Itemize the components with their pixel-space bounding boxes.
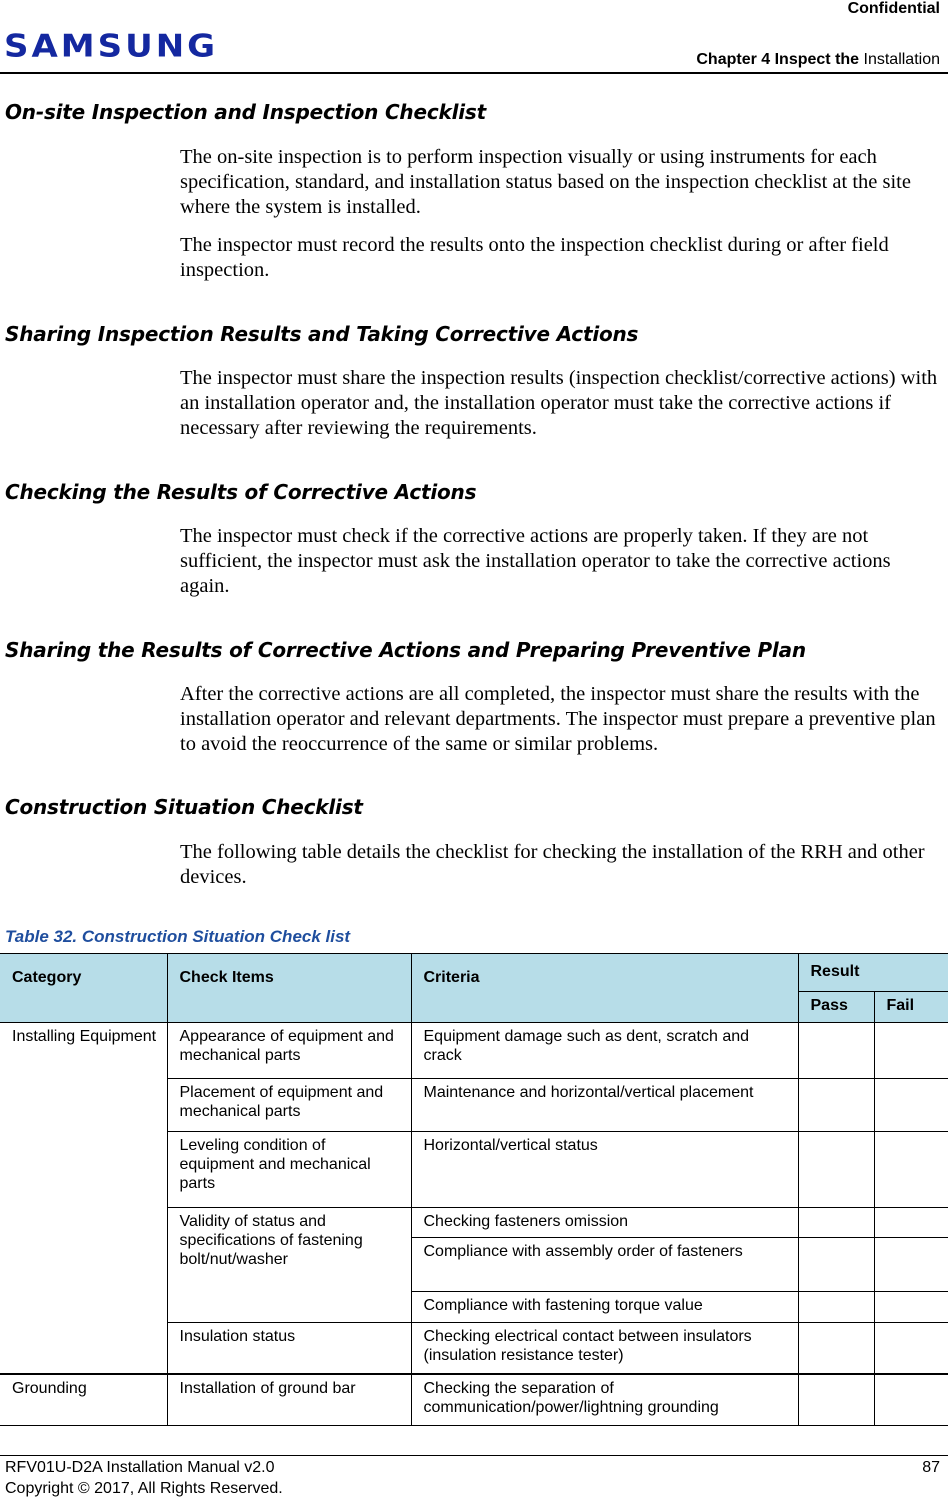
header-result: Result: [798, 954, 948, 992]
samsung-logo: SAMSUNG: [4, 28, 219, 65]
header-category: Category: [0, 954, 167, 1023]
table-caption: Table 32. Construction Situation Check list: [5, 927, 351, 946]
pass-cell: [798, 1292, 874, 1323]
table-row: [0, 1374, 948, 1426]
chapter-title: [696, 51, 940, 69]
criteria-cell: Maintenance and horizontal/vertical placement: [411, 1079, 798, 1132]
footer-rule: [0, 1455, 948, 1456]
copyright: Copyright © 2017, All Rights Reserved.: [5, 1480, 283, 1497]
confidential-label: Confidential: [847, 0, 940, 17]
criteria-cell: Horizontal/vertical status: [411, 1132, 798, 1208]
section-heading: Checking the Results of Corrective Actions: [5, 480, 477, 504]
chapter-title-bold: Chapter 4 Inspect the: [696, 51, 860, 68]
pass-cell: [798, 1208, 874, 1238]
criteria-cell: Checking the separation of communication/power/lightning grounding: [411, 1374, 798, 1426]
fail-cell: [874, 1208, 948, 1238]
header-fail: Fail: [874, 992, 948, 1023]
pass-cell: [798, 1323, 874, 1374]
check-item-cell: Validity of status and specifications of fastening bolt/nut/washer: [167, 1208, 411, 1323]
paragraph: After the corrective actions are all completed, the inspector must share the results with the installation operator and relevant departments. The inspector must prepare a preventive plan to avoid the reoccurrence of the same or similar problems.: [180, 683, 936, 755]
table-row: [0, 1023, 948, 1079]
page-number: 87: [922, 1459, 940, 1476]
fail-cell: [874, 1079, 948, 1132]
section-heading: On-site Inspection and Inspection Checklist: [5, 100, 486, 124]
fail-cell: [874, 1323, 948, 1374]
header-pass: Pass: [798, 992, 874, 1023]
section-heading: Sharing Inspection Results and Taking Corrective Actions: [5, 322, 639, 346]
pass-cell: [798, 1374, 874, 1426]
criteria-cell: Compliance with fastening torque value: [411, 1292, 798, 1323]
criteria-cell: Compliance with assembly order of fasteners: [411, 1238, 798, 1292]
criteria-cell: Equipment damage such as dent, scratch and crack: [411, 1023, 798, 1079]
check-item-cell: Appearance of equipment and mechanical parts: [167, 1023, 411, 1079]
section-heading: Construction Situation Checklist: [5, 795, 363, 819]
paragraph: The on-site inspection is to perform inspection visually or using instruments for each specification, standard, and installation status based on the inspection checklist at the site where the system is installed.: [180, 146, 911, 218]
paragraph: The inspector must share the inspection results (inspection checklist/corrective actions) with an installation operator and, the installation operator must take the corrective actions if necessary after reviewing the requirements.: [180, 367, 938, 439]
section-heading: Sharing the Results of Corrective Actions and Preparing Preventive Plan: [5, 638, 806, 662]
fail-cell: [874, 1292, 948, 1323]
header-check-items: Check Items: [167, 954, 411, 1023]
paragraph: The inspector must record the results onto the inspection checklist during or after field inspection.: [180, 234, 889, 281]
header-rule: [0, 72, 948, 74]
criteria-cell: Checking fasteners omission: [411, 1208, 798, 1238]
pass-cell: [798, 1132, 874, 1208]
paragraph: The inspector must check if the corrective actions are properly taken. If they are not sufficient, the inspector must ask the installation operator to take the corrective actions again.: [180, 525, 891, 597]
pass-cell: [798, 1238, 874, 1292]
criteria-cell: Checking electrical contact between insulators (insulation resistance tester): [411, 1323, 798, 1374]
fail-cell: [874, 1238, 948, 1292]
chapter-title-rest: Installation: [859, 51, 940, 68]
check-item-cell: Placement of equipment and mechanical parts: [167, 1079, 411, 1132]
pass-cell: [798, 1079, 874, 1132]
paragraph: The following table details the checklist for checking the installation of the RRH and other devices.: [180, 841, 925, 888]
category-cell: Grounding: [0, 1374, 167, 1426]
fail-cell: [874, 1374, 948, 1426]
fail-cell: [874, 1023, 948, 1079]
header-criteria: Criteria: [411, 954, 798, 1023]
check-item-cell: Installation of ground bar: [167, 1374, 411, 1426]
checklist-table: [0, 953, 948, 1426]
check-item-cell: Leveling condition of equipment and mechanical parts: [167, 1132, 411, 1208]
fail-cell: [874, 1132, 948, 1208]
category-cell: Installing Equipment: [0, 1023, 167, 1374]
manual-title: RFV01U-D2A Installation Manual v2.0: [5, 1459, 275, 1476]
pass-cell: [798, 1023, 874, 1079]
check-item-cell: Insulation status: [167, 1323, 411, 1374]
